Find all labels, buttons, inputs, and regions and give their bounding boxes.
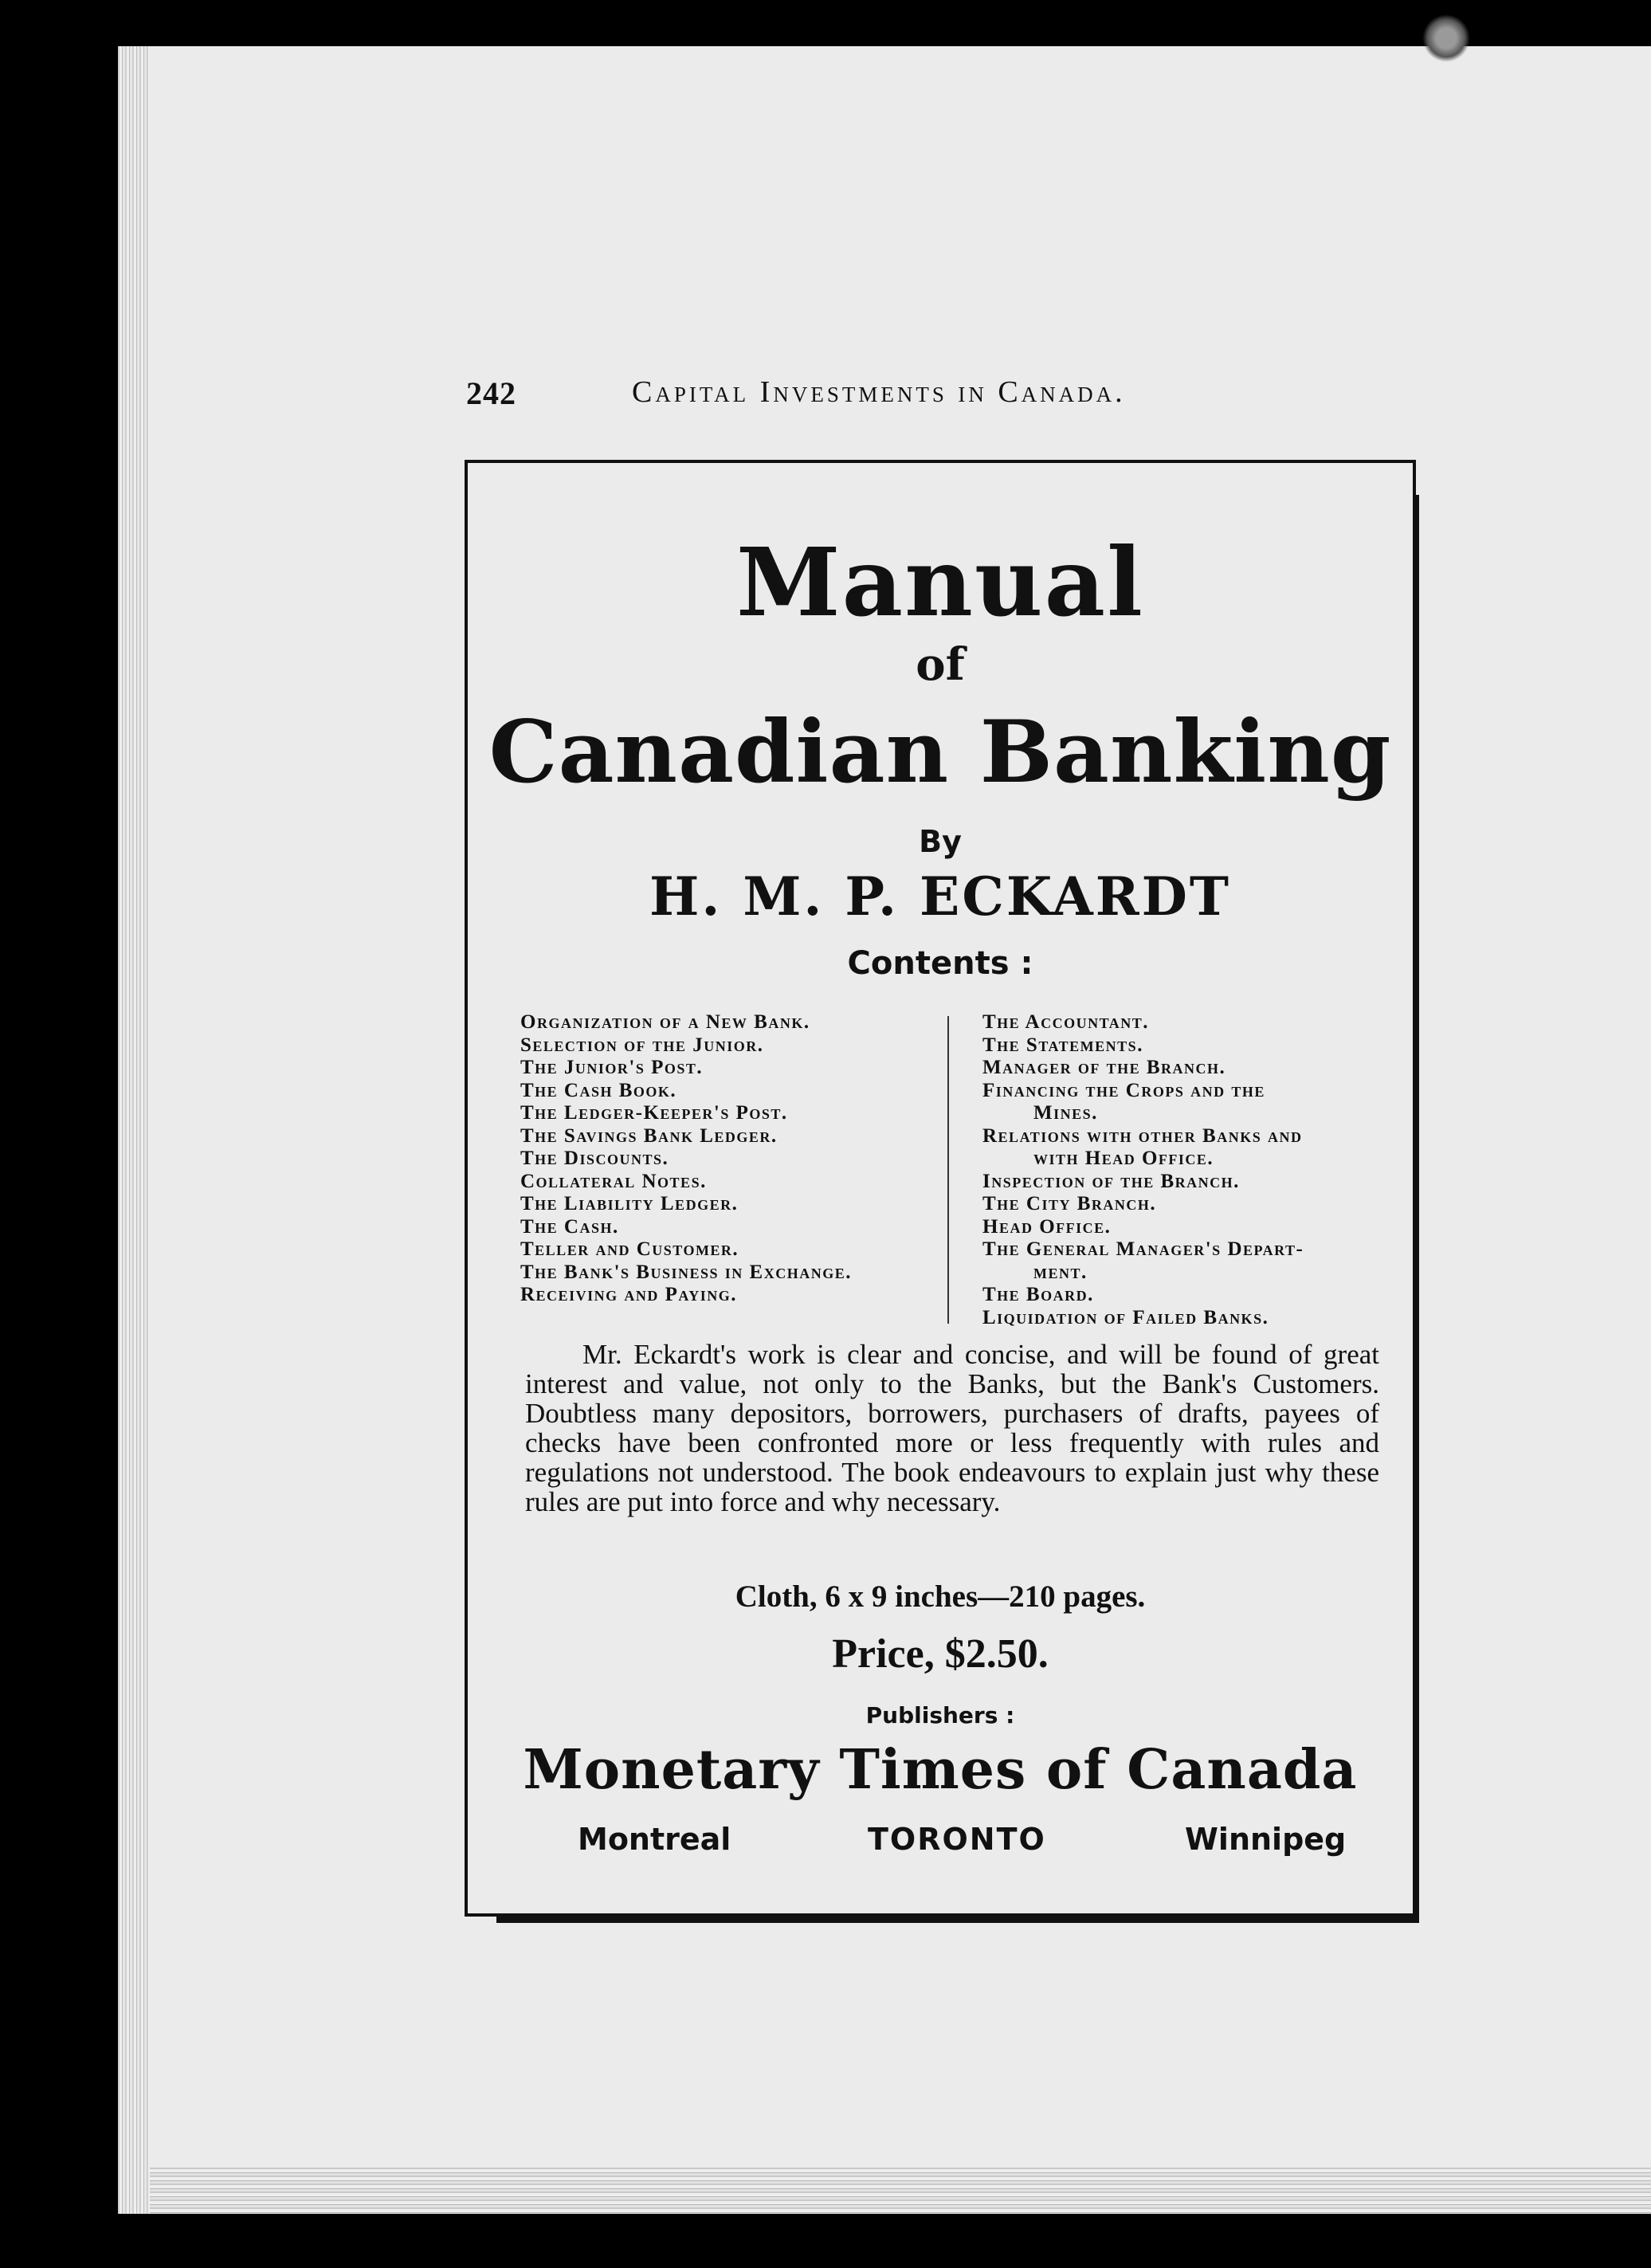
page-stack-edge	[118, 46, 150, 2214]
contents-item-text: Head Office.	[982, 1215, 1112, 1238]
contents-item	[982, 1216, 1397, 1239]
contents-item-continuation: ment.	[1033, 1261, 1088, 1283]
contents-item-text: The City Branch.	[982, 1193, 1157, 1214]
contents-item	[982, 1284, 1397, 1307]
running-title: Capital Investments in Canada.	[632, 375, 1126, 409]
contents-list-right	[970, 1011, 1397, 1329]
byline: By	[919, 824, 962, 859]
contents-item-continuation: Mines.	[1033, 1102, 1098, 1124]
contents-item-text: The General Manager's Depart-	[982, 1238, 1304, 1260]
contents-item: Collateral Notes.	[520, 1170, 707, 1192]
contents-item	[982, 1193, 1397, 1216]
price: Price, $2.50.	[832, 1631, 1049, 1677]
city-winnipeg: Winnipeg	[1185, 1822, 1347, 1857]
contents-item: Receiving and Paying.	[520, 1284, 737, 1305]
contents-item-text: The Board.	[982, 1284, 1094, 1305]
city-montreal: Montreal	[578, 1822, 731, 1857]
contents-item: Organization of a New Bank.	[520, 1011, 810, 1033]
contents-item	[982, 1125, 1397, 1171]
scan-smudge	[1422, 14, 1470, 62]
contents-item: The Ledger-Keeper's Post.	[520, 1102, 788, 1124]
contents-item	[982, 1034, 1397, 1057]
contents-item-text: Financing the Crops and the	[982, 1079, 1265, 1101]
contents-item: Teller and Customer.	[520, 1238, 739, 1260]
author-name: H. M. P. ECKARDT	[649, 865, 1231, 928]
contents-item	[982, 1238, 1397, 1284]
contents-item	[982, 1057, 1397, 1080]
contents-item: The Junior's Post.	[520, 1057, 704, 1078]
book-title-line-1: Manual	[736, 527, 1144, 638]
contents-item: The Cash Book.	[520, 1079, 677, 1101]
contents-list-left	[520, 1011, 951, 1307]
contents-item-text: Liquidation of Failed Banks.	[982, 1306, 1269, 1328]
contents-item-continuation: with Head Office.	[1033, 1148, 1214, 1169]
book-title-line-2: of	[916, 638, 965, 691]
city-toronto: TORONTO	[868, 1822, 1046, 1857]
contents-item-text: The Statements.	[982, 1034, 1143, 1056]
contents-item: Selection of the Junior.	[520, 1034, 764, 1056]
contents-item: The Discounts.	[520, 1148, 669, 1169]
contents-item: The Savings Bank Ledger.	[520, 1124, 778, 1147]
contents-item-text: Relations with other Banks and	[982, 1124, 1303, 1147]
contents-item	[982, 1307, 1397, 1330]
contents-item: The Cash.	[520, 1215, 619, 1238]
contents-item	[982, 1011, 1397, 1034]
contents-divider	[947, 1016, 949, 1324]
contents-item: The Bank's Business in Exchange.	[520, 1261, 852, 1283]
page-number: 242	[466, 375, 516, 411]
publishers-label: Publishers :	[865, 1702, 1015, 1728]
book-title-line-3: Canadian Banking	[488, 702, 1392, 802]
running-head	[466, 375, 1263, 422]
contents-item: The Liability Ledger.	[520, 1193, 739, 1214]
book-description: Mr. Eckardt's work is clear and concise, and will be found of great interest and value, not only to the Banks, but the Bank's Customers. Doubtless many depositors, borrowers, purchasers of drafts, payees of checks have been confronted more or less frequently with rules and regulations not understood. The book endeavours to explain just why these rules are put into force and why necessary.	[525, 1339, 1379, 1517]
contents-heading: Contents :	[847, 945, 1033, 982]
binding-info: Cloth, 6 x 9 inches—210 pages.	[735, 1579, 1146, 1614]
contents-item	[982, 1171, 1397, 1194]
contents-item-text: Inspection of the Branch.	[982, 1170, 1240, 1192]
page-bottom-edge	[150, 2168, 1651, 2214]
contents-item-text: The Accountant.	[982, 1011, 1150, 1033]
contents-item	[982, 1080, 1397, 1125]
publisher-name: Monetary Times of Canada	[523, 1738, 1358, 1802]
contents-item-text: Manager of the Branch.	[982, 1057, 1226, 1078]
advertisement-box	[465, 460, 1416, 1917]
